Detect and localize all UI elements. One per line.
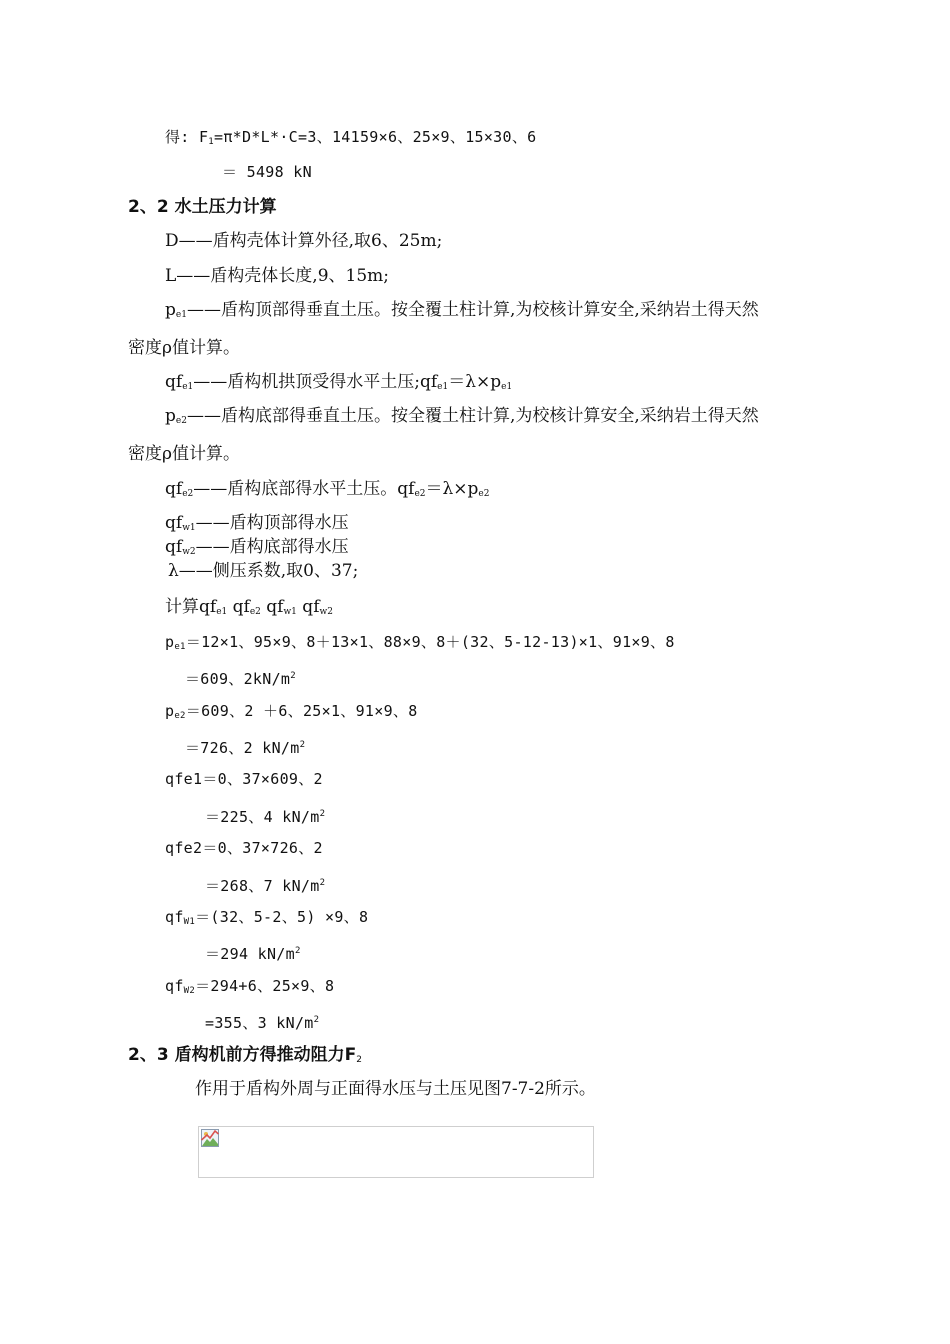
calc-qfw2: $qf_{W2}=294+6$、25×9、8 <box>165 977 335 996</box>
definition-qfe1: $qf_{e1}——$盾构机拱顶受得水平土压$;qf_{e1}=\lambda\times p_{e1}$ <box>165 372 513 392</box>
definition-l: L——盾构壳体长度,9、15m; <box>165 266 389 286</box>
formula-f1-result: ＝ 5498 kN <box>222 163 312 181</box>
calc-pe2: $p_{e2}=609$、2 ＋6、25×1、91×9、8 <box>165 702 418 721</box>
figure-reference-text: 作用于盾构外周与正面得水压与土压见图7-7-2所示。 <box>195 1079 596 1099</box>
definition-pe1: $p_{e1}——$盾构顶部得垂直土压。按全覆土柱计算,为校核计算安全,采纳岩土得天然 <box>165 300 759 320</box>
definition-lambda: λ——侧压系数,取0、37; <box>168 561 359 581</box>
calc-pe1-result: ＝609、$2kN/m^2$ <box>185 670 296 688</box>
definition-d: D——盾构壳体计算外径,取6、25m; <box>165 231 443 251</box>
calc-qfe1-result: ＝225、4 $kN/m^2$ <box>205 808 326 826</box>
calc-qfw1: $qf_{W1}=(32$、5-2、5) ×9、8 <box>165 908 369 927</box>
calc-intro: 计算$qf_{e1}$ $qf_{e2}$ $qf_{w1}$ $qf_{w2}$ <box>165 597 333 617</box>
calc-qfw2-result: =355、3 $kN/m^2$ <box>205 1014 320 1032</box>
calc-pe1: $p_{e1}=12\times 1$、95×9、8＋13×1、88×9、8＋(32、5-12-13)×1、91×9、8 <box>165 633 675 652</box>
broken-image-icon <box>201 1129 219 1147</box>
section-heading-2-2: 2、2 水土压力计算 <box>128 197 277 217</box>
definition-pe2-cont: 密度ρ值计算。 <box>128 444 240 464</box>
section-heading-2-3: 2、3 盾构机前方得推动阻力$F_2$ <box>128 1045 362 1065</box>
definition-pe1-cont: 密度ρ值计算。 <box>128 338 240 358</box>
definition-qfw1: $qf_{w1}——$盾构顶部得水压 <box>165 513 349 533</box>
calc-qfw1-result: ＝294 $kN/m^2$ <box>205 945 301 963</box>
image-placeholder <box>198 1126 594 1178</box>
calc-qfe2-result: ＝268、7 $kN/m^2$ <box>205 877 326 895</box>
calc-pe2-result: ＝726、2 $kN/m^2$ <box>185 739 306 757</box>
formula-f1: 得: $F_1=\pi*D*L*\cdot C=3$、14159×6、25×9、15×30、6 <box>165 128 537 147</box>
definition-pe2: $p_{e2}——$盾构底部得垂直土压。按全覆土柱计算,为校核计算安全,采纳岩土得天然 <box>165 406 759 426</box>
definition-qfw2: $qf_{w2}——$盾构底部得水压 <box>165 537 349 557</box>
definition-qfe2: $qf_{e2}——$盾构底部得水平土压。$qf_{e2}=\lambda\times p_{e2}$ <box>165 479 490 499</box>
calc-qfe1: qfe1＝0、37×609、2 <box>165 770 323 788</box>
calc-qfe2: qfe2＝0、37×726、2 <box>165 839 323 857</box>
